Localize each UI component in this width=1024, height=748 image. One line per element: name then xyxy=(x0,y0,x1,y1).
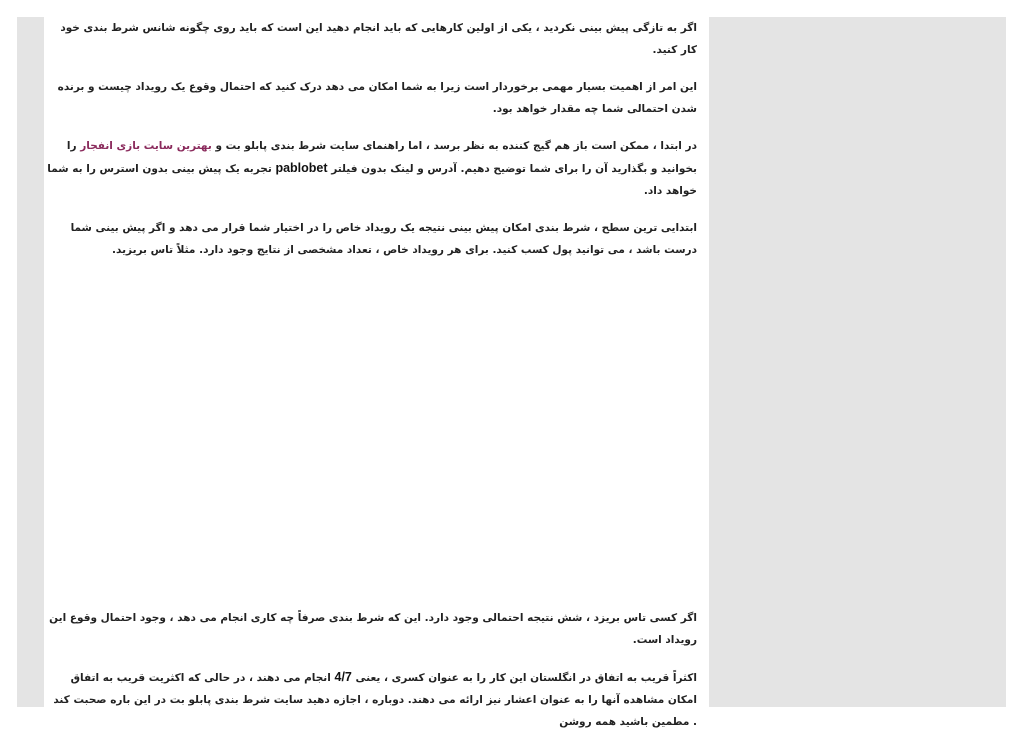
paragraph-5: اگر کسی تاس بریزد ، شش نتیجه احتمالی وجود دارد. این که شرط بندی صرفاً چه کاری انجام می دهد ، وجود احتمال وقوع این رویداد است. xyxy=(49,612,697,646)
paragraph-3 xyxy=(47,135,697,202)
paragraph-6-text-end: انجام می دهند ، در حالی که اکثریت قریب به اتفاق امکان مشاهده آنها را به عنوان اعشار نیز ارائه می دهند. دوباره ، اجازه دهید سایت شرط بندی پابلو بت در این باره صحبت کند . مطمین باشید همه روشن xyxy=(53,672,697,728)
paragraph-6-text-start: اکثراً قریب به اتفاق در انگلستان این کار را به عنوان کسری ، یعنی xyxy=(351,672,697,684)
paragraph-3-text-end: تجربه یک پیش بینی بدون استرس را به شما خواهد داد. xyxy=(47,163,697,197)
paragraph-3-text-middle: را بخوانید و بگذارید آن را برای شما توضیح دهیم. آدرس و لینک بدون فیلتر xyxy=(66,140,697,175)
paragraph-4: ابتدایی ترین سطح ، شرط بندی امکان پیش بینی نتیجه یک رویداد خاص را در اختیار شما قرار می دهد و اگر پیش بینی شما درست باشد ، می توانید پول کسب کنید. برای هر رویداد خاص ، تعداد مشخصی از نتایج وجود دارد. مثلاً تاس بریزید. xyxy=(70,222,697,256)
right-sidebar-panel xyxy=(709,17,1006,707)
paragraph-1: اگر به تازگی پیش بینی نکردید ، یکی از اولین کارهایی که باید انجام دهید این است که باید روی چگونه شانس شرط بندی خود کار کنید. xyxy=(60,22,697,56)
left-gutter xyxy=(17,17,44,707)
paragraph-6 xyxy=(47,666,697,733)
paragraph-3-text-start: در ابتدا ، ممکن است باز هم گیج کننده به نظر برسد ، اما راهنمای سایت شرط بندی پابلو بت و xyxy=(211,140,697,152)
paragraph-2: این امر از اهمیت بسیار مهمی برخوردار است زیرا به شما امکان می دهد درک کنید که احتمال وقوع یک رویداد چیست و برنده شدن احتمالی شما چه مقدار خواهد بود. xyxy=(57,81,697,115)
article-bottom-section xyxy=(47,607,697,748)
article-body xyxy=(44,17,709,728)
article-top-section xyxy=(47,17,697,276)
best-crash-game-site-link[interactable]: بهترین سایت بازی انفجار xyxy=(80,140,212,152)
brand-name: pablobet xyxy=(275,161,328,175)
fraction-value: 4/7 xyxy=(334,670,352,684)
